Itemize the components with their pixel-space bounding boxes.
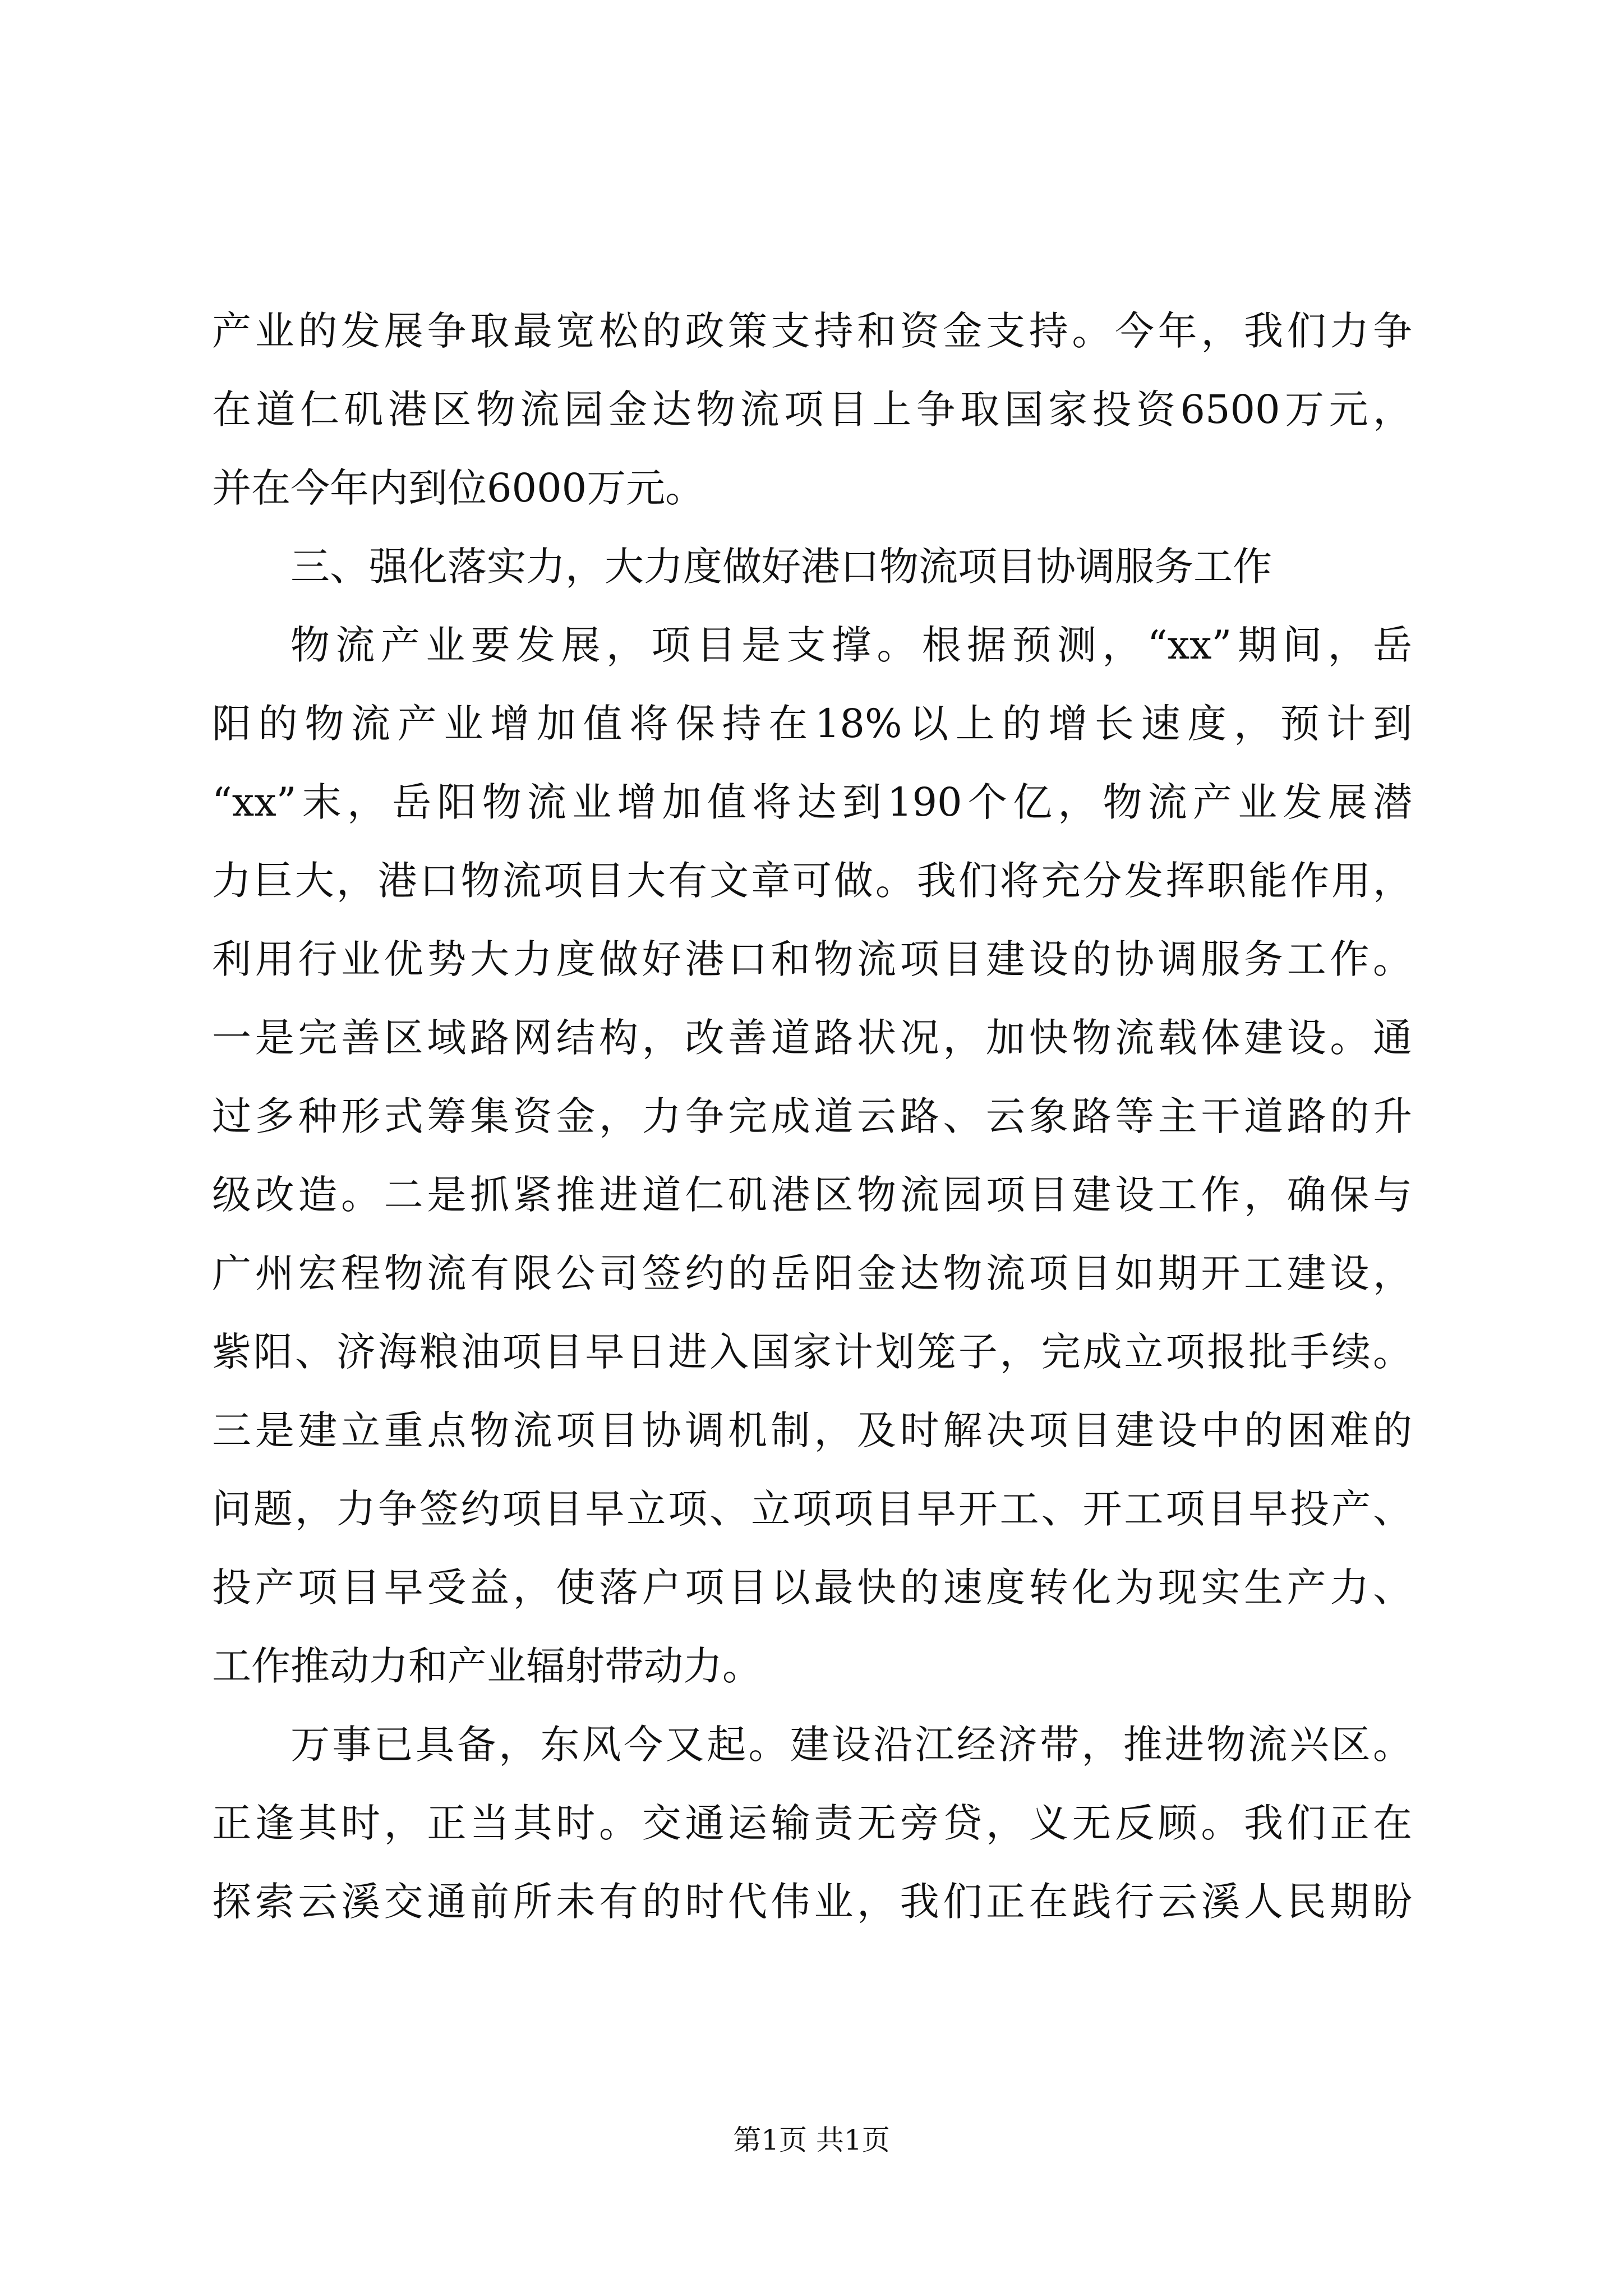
section-heading: 三、强化落实力，大力度做好港口物流项目协调服务工作 [291, 544, 1272, 590]
text-line: 问题，力争签约项目早立项、立项项目早开工、开工项目早投产、 [212, 1486, 1412, 1532]
text-line: 力巨大，港口物流项目大有文章可做。我们将充分发挥职能作用， [212, 858, 1412, 904]
text-line: 投产项目早受益，使落户项目以最快的速度转化为现实生产力、 [212, 1565, 1412, 1611]
text-line: 工作推动力和产业辐射带动力。 [212, 1643, 762, 1689]
text-line: 产业的发展争取最宽松的政策支持和资金支持。今年，我们力争 [212, 308, 1412, 354]
text-line: 三是建立重点物流项目协调机制，及时解决项目建设中的困难的 [212, 1407, 1412, 1453]
page-footer [0, 2118, 1623, 2158]
text-line: 广州宏程物流有限公司签约的岳阳金达物流项目如期开工建设， [212, 1250, 1412, 1296]
text-line: 并在今年内到位6000万元。 [212, 465, 705, 511]
text-line: 利用行业优势大力度做好港口和物流项目建设的协调服务工作。 [212, 936, 1412, 982]
text-line: 紫阳、济海粮油项目早日进入国家计划笼子，完成立项报批手续。 [212, 1329, 1412, 1375]
text-line: 一是完善区域路网结构，改善道路状况，加快物流载体建设。通 [212, 1015, 1412, 1061]
document-body [212, 292, 1412, 1941]
text-line: 正逢其时，正当其时。交通运输责无旁贷，义无反顾。我们正在 [212, 1800, 1412, 1846]
text-line: 阳的物流产业增加值将保持在18%以上的增长速度，预计到 [212, 701, 1412, 747]
text-line: 探索云溪交通前所未有的时代伟业，我们正在践行云溪人民期盼 [212, 1879, 1412, 1925]
text-line: “xx”末，岳阳物流业增加值将达到190个亿，物流产业发展潜 [212, 779, 1412, 825]
page-number-label: 第1页 共1页 [733, 2124, 890, 2156]
text-line: 在道仁矶港区物流园金达物流项目上争取国家投资6500万元， [212, 386, 1412, 432]
text-line: 万事已具备，东风今又起。建设沿江经济带，推进物流兴区。 [291, 1722, 1412, 1768]
text-line: 过多种形式筹集资金，力争完成道云路、云象路等主干道路的升 [212, 1093, 1412, 1139]
text-line: 物流产业要发展，项目是支撑。根据预测，“xx”期间，岳 [291, 622, 1412, 668]
text-line: 级改造。二是抓紧推进道仁矶港区物流园项目建设工作，确保与 [212, 1172, 1412, 1218]
